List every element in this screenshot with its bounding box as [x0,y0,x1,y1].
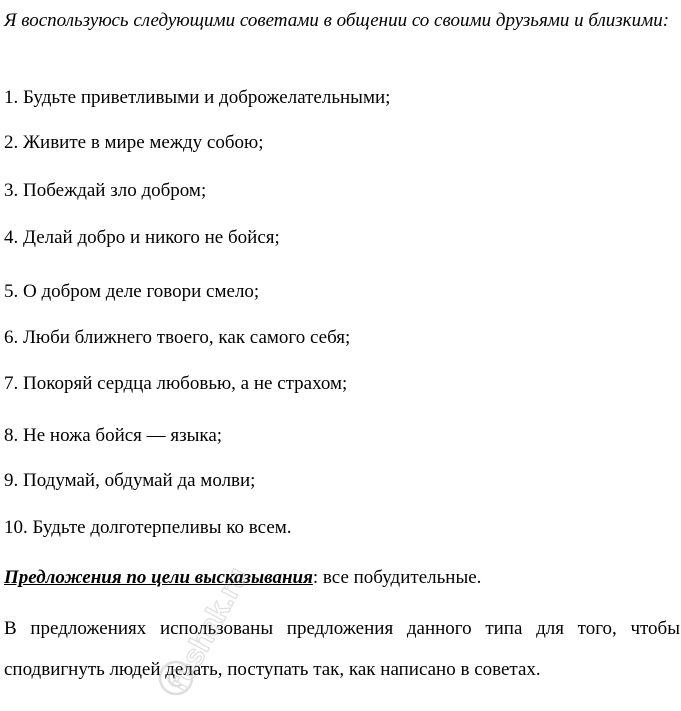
explanation-paragraph: В предложениях использованы предложения данного типа для того, чтобы сподвигнуть людей делать, поступать так, как написано в советах. [4,618,680,680]
advice-item-6: 6. Люби ближнего твоего, как самого себя; [4,327,351,348]
purpose-label: Предложения по цели высказывания [4,567,313,588]
advice-item-1: 1. Будьте приветливыми и доброжелательными; [4,87,391,108]
advice-item-3: 3. Побеждай зло добром; [4,180,207,201]
advice-item-4: 4. Делай добро и никого не бойся; [4,227,280,248]
advice-item-9: 9. Подумай, обдумай да молви; [4,470,256,491]
advice-item-2: 2. Живите в мире между собою; [4,132,264,153]
advice-item-8: 8. Не ножа бойся — языка; [4,425,223,446]
advice-item-5: 5. О добром деле говори смело; [4,281,260,302]
advice-item-7: 7. Покоряй сердца любовью, а не страхом; [4,373,348,394]
advice-item-10: 10. Будьте долготерпеливы ко всем. [4,517,292,538]
intro-paragraph: Я воспользуюсь следующими советами в общении со своими друзьями и близкими: [4,10,670,31]
watermark-text: reshak.ru [162,561,255,697]
purpose-value: : все побудительные. [312,567,482,588]
purpose-line [4,566,481,590]
